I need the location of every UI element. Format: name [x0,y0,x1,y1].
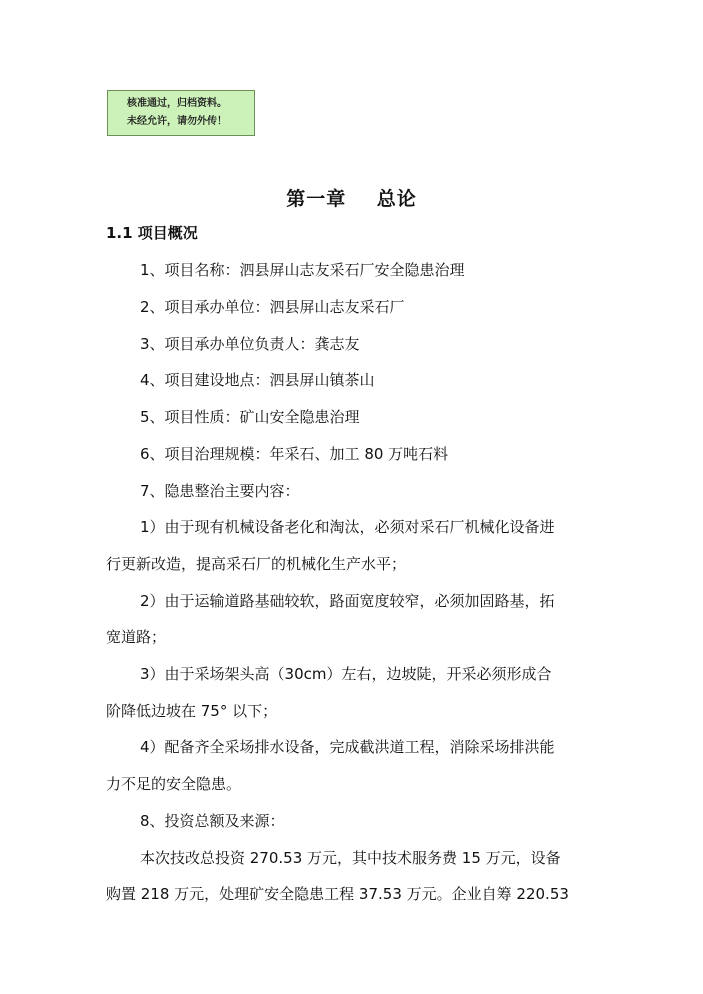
remediation-continuation: 力不足的安全隐患。 [106,775,242,793]
list-item: 1、项目名称：泗县屏山志友采石厂安全隐患治理 [140,261,465,279]
remediation-line: 4）配备齐全采场排水设备，完成截洪道工程，消除采场排洪能 [140,738,555,756]
investment-heading: 8、投资总额及来源： [140,812,285,830]
remediation-line: 1）由于现有机械设备老化和淘汰，必须对采石厂机械化设备进 [140,518,555,536]
chapter-title: 第一章 总论 [286,188,417,210]
investment-paragraph-line-1: 本次技改总投资 270.53 万元，其中技术服务费 15 万元，设备 [140,849,561,867]
list-item: 6、项目治理规模：年采石、加工 80 万吨石料 [140,445,449,463]
list-item: 3、项目承办单位负责人：龚志友 [140,335,360,353]
remediation-continuation: 宽道路； [106,628,167,646]
list-item: 7、隐患整治主要内容： [140,482,300,500]
list-item: 5、项目性质：矿山安全隐患治理 [140,408,360,426]
list-item: 2、项目承办单位：泗县屏山志友采石厂 [140,298,405,316]
stamp-line-1: 核准通过，归档资料。 [127,98,227,109]
remediation-continuation: 阶降低边坡在 75° 以下； [106,702,278,720]
remediation-continuation: 行更新改造，提高采石厂的机械化生产水平； [106,555,407,573]
approval-stamp [107,90,255,136]
remediation-line: 3）由于采场架头高（30cm）左右，边坡陡，开采必须形成合 [140,665,552,683]
investment-paragraph-line-2: 购置 218 万元，处理矿安全隐患工程 37.53 万元。企业自筹 220.53 [106,885,569,903]
section-title: 1.1 项目概况 [106,224,198,242]
remediation-line: 2）由于运输道路基础较软，路面宽度较窄，必须加固路基，拓 [140,592,555,610]
list-item: 4、项目建设地点：泗县屏山镇茶山 [140,371,375,389]
stamp-line-2: 未经允许，请勿外传！ [127,116,227,127]
